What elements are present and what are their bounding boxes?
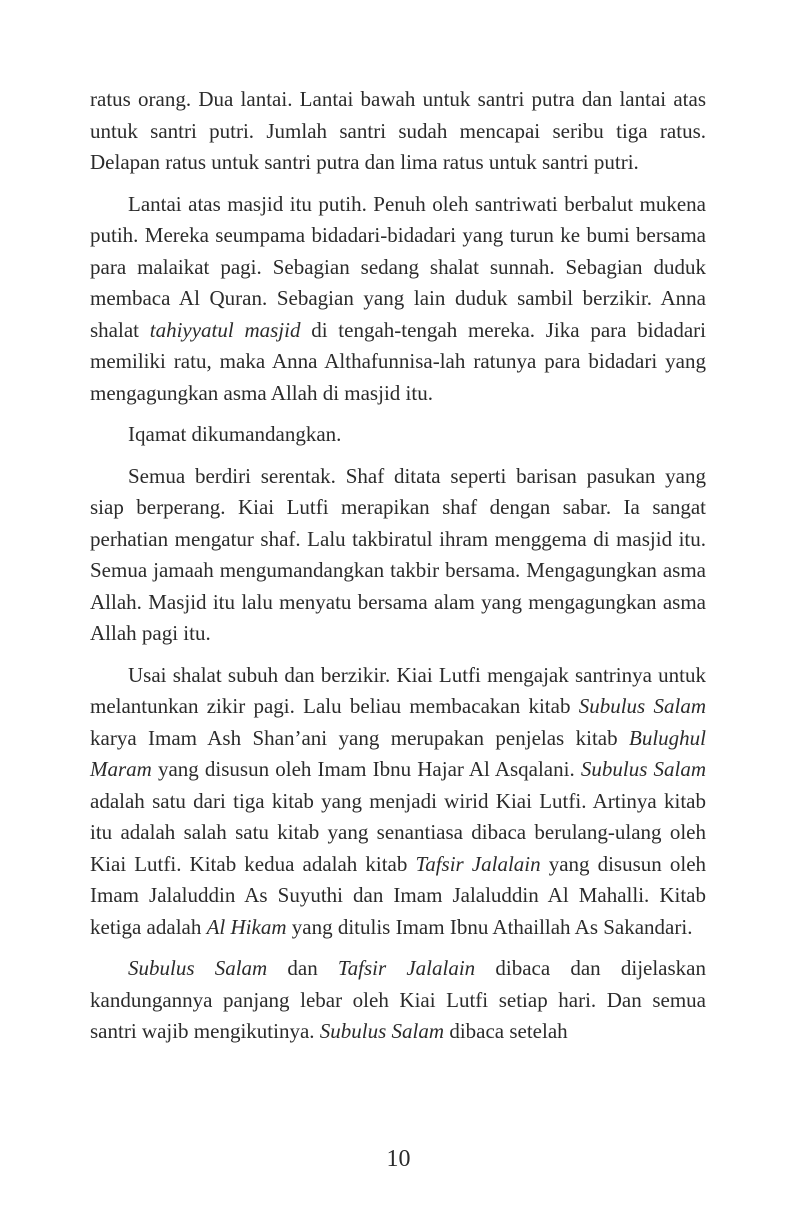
text-run: ratus orang. Dua lantai. Lantai bawah untuk santri putra dan lantai atas untuk santri putri. Jumlah santri sudah mencapai seribu tiga ratus. Delapan ratus untuk santri putra dan lima ratus untuk santri putri. — [90, 87, 706, 174]
paragraph — [90, 461, 706, 650]
italic-title: tahiyyatul masjid — [149, 317, 301, 342]
text-run: yang disusun oleh Imam Ibnu Hajar Al Asqalani. — [151, 757, 581, 781]
text-run: karya Imam Ash Shan’ani yang merupakan penjelas kitab — [90, 725, 629, 750]
paragraph — [90, 84, 706, 179]
italic-title: Tafsir Jalalain — [415, 851, 541, 876]
text-run: adalah satu dari tiga kitab yang menjadi wirid Kiai Lutfi. Artinya kitab itu adalah salah satu kitab yang senantiasa dibaca berulang-ulang oleh Kiai Lutfi. Kitab kedua adalah kitab — [90, 788, 706, 876]
paragraph — [90, 660, 706, 944]
text-run: yang disusun oleh Imam Jalaluddin As Suyuthi dan Imam Jalaluddin Al Mahalli. Kitab ketiga adalah — [90, 851, 707, 939]
page-number: 10 — [386, 1146, 411, 1172]
italic-title: Tafsir Jalalain — [337, 956, 476, 980]
text-run: di tengah-tengah mereka. Jika para bidadari memiliki ratu, maka Anna Althafunnisa-lah ratunya para bidadari yang mengagungkan asma Allah di masjid itu. — [90, 317, 706, 405]
body-text — [90, 84, 706, 1058]
paragraph — [90, 953, 706, 1048]
text-run: dibaca setelah — [444, 1019, 568, 1043]
text-run: Semua berdiri serentak. Shaf ditata seperti barisan pasukan yang siap berperang. Kiai Lutfi merapikan shaf dengan sabar. Ia sangat perhatian mengatur shaf. Lalu takbiratul ihram menggema di masjid itu. Semua jamaah mengumandangkan takbir bersama. Mengagungkan asma Allah. Masjid itu lalu menyatu bersama alam yang mengagungkan asma Allah pagi itu. — [90, 463, 706, 645]
italic-title: Subulus Salam — [580, 757, 706, 781]
italic-title: Subulus Salam — [128, 956, 268, 980]
text-run: dibaca dan dijelaskan kandungannya panjang lebar oleh Kiai Lutfi setiap hari. Dan semua santri wajib mengikutinya. — [90, 956, 706, 1043]
text-run: dan — [267, 956, 338, 980]
italic-title: Subulus Salam — [578, 694, 706, 718]
italic-title: Al Hikam — [206, 914, 287, 939]
text-run: yang ditulis Imam Ibnu Athaillah As Sakandari. — [286, 914, 693, 939]
text-run: Usai shalat subuh dan berzikir. Kiai Lutfi mengajak santrinya untuk melantunkan zikir pagi. Lalu beliau membacakan kitab — [90, 662, 706, 718]
paragraph — [90, 189, 706, 410]
paragraph — [90, 419, 706, 451]
italic-title: Subulus Salam — [319, 1019, 445, 1043]
text-run: Lantai atas masjid itu putih. Penuh oleh santriwati berbalut mukena putih. Mereka seumpama bidadari-bidadari yang turun ke bumi bersama para malaikat pagi. Sebagian sedang shalat sunnah. Sebagian duduk membaca Al Quran. Sebagian yang lain duduk sambil berzikir. Anna shalat — [90, 191, 706, 342]
italic-title: Bulughul Maram — [90, 725, 706, 781]
text-run: Iqamat dikumandangkan. — [128, 422, 342, 446]
